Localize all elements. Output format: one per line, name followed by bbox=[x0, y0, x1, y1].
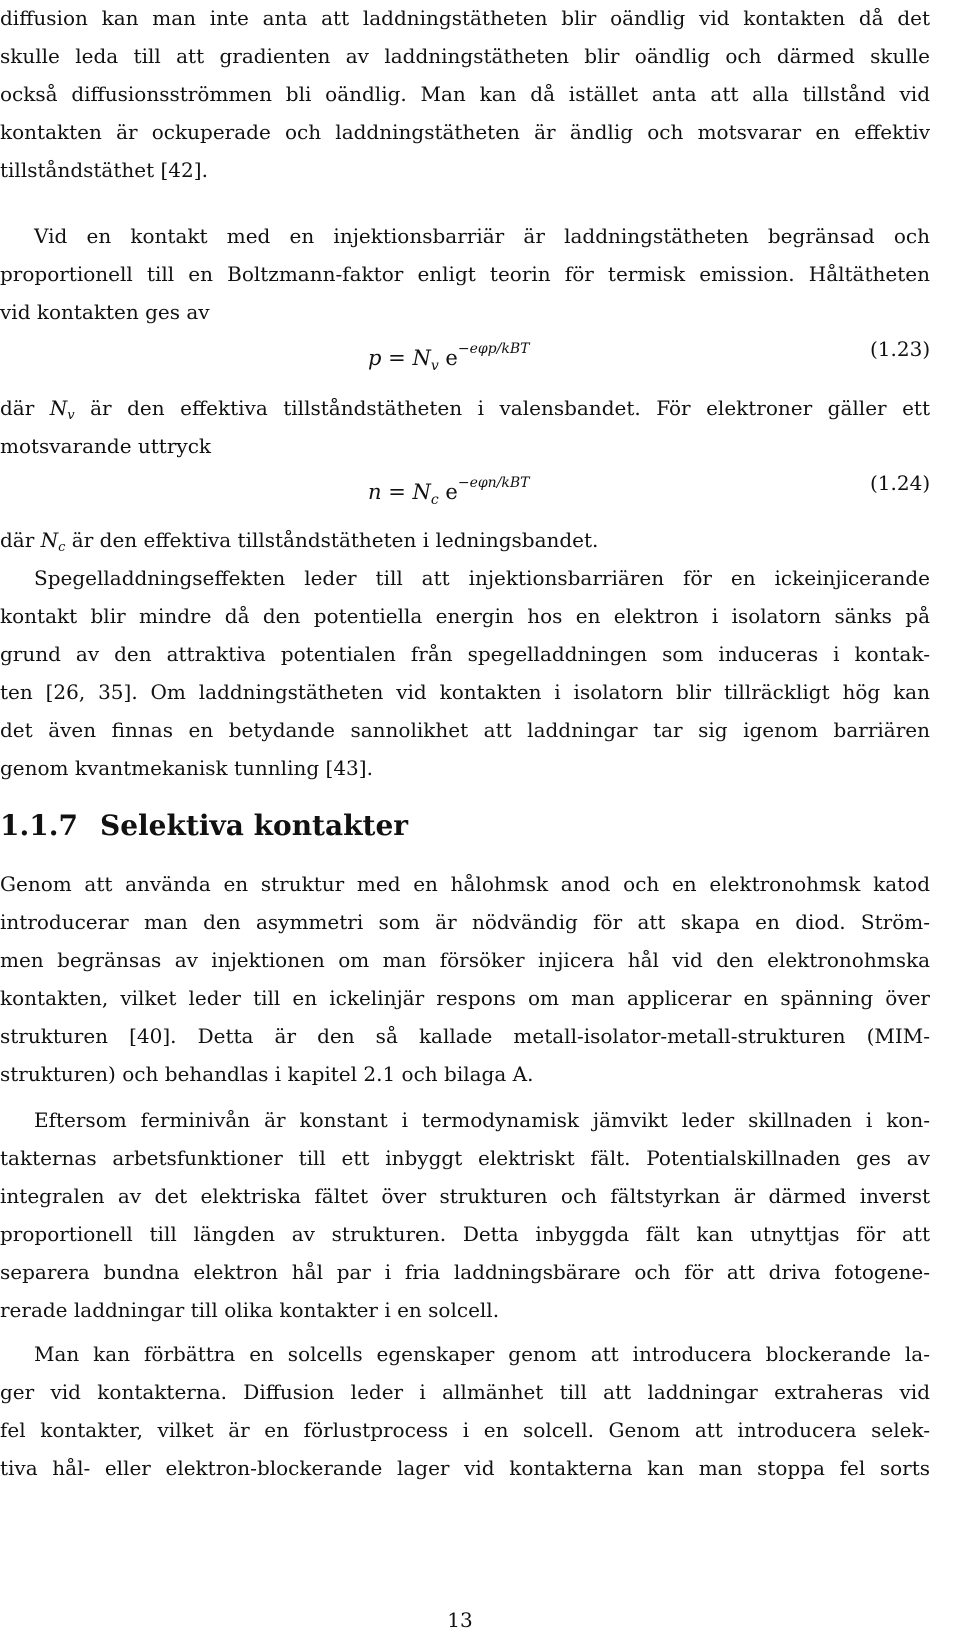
section-title: Selektiva kontakter bbox=[100, 809, 409, 842]
text-line: Eftersom ferminivån är konstant i termodynamisk jämvikt leder skillnaden i kon- bbox=[34, 1108, 930, 1132]
text-fragment: är den effektiva tillståndstätheten i valensbandet. För elektroner gäller ett bbox=[74, 396, 930, 420]
text-line: tiva hål- eller elektron-blockerande lager vid kontakterna kan man stoppa fel sorts bbox=[0, 1456, 930, 1480]
equation-exponent: −eφp/kBT bbox=[457, 341, 530, 357]
equation-density-subscript: c bbox=[430, 492, 439, 508]
text-line: Spegelladdningseffekten leder till att injektionsbarriären för en ickeinjicerande bbox=[34, 566, 930, 590]
text-line: men begränsas av injektionen om man försöker injicera hål vid den elektronohmska bbox=[0, 948, 930, 972]
text-line: genom kvantmekanisk tunnling [43]. bbox=[0, 756, 373, 780]
text-line: också diffusionsströmmen bli oändlig. Man kan då istället anta att alla tillstånd vid bbox=[0, 82, 930, 106]
text-line: strukturen) och behandlas i kapitel 2.1 och bilaga A. bbox=[0, 1062, 534, 1086]
text-line: introducerar man den asymmetri som är nödvändig för att skapa en diod. Ström- bbox=[0, 910, 930, 934]
equation-density-subscript: v bbox=[430, 358, 439, 374]
text-line: motsvarande uttryck bbox=[0, 434, 212, 458]
equation-electron-density bbox=[368, 468, 530, 515]
text-line: integralen av det elektriska fältet över strukturen och fältstyrkan är därmed inverst bbox=[0, 1184, 930, 1208]
text-line: tillståndstäthet [42]. bbox=[0, 158, 208, 182]
text-line: ger vid kontakterna. Diffusion leder i allmänhet till att laddningar extraheras vid bbox=[0, 1380, 930, 1404]
math-symbol bbox=[49, 396, 75, 423]
equation-lhs: p bbox=[368, 346, 382, 370]
equation-equals: = bbox=[388, 346, 406, 370]
equation-exp-base: e bbox=[445, 346, 458, 370]
math-symbol-base: N bbox=[49, 396, 68, 420]
equation-hole-density bbox=[368, 334, 529, 381]
text-line: skulle leda till att gradienten av laddningstätheten blir oändlig och därmed skulle bbox=[0, 44, 930, 68]
page-number: 13 bbox=[447, 1608, 473, 1632]
text-line: Man kan förbättra en solcells egenskaper genom att introducera blockerande la- bbox=[34, 1342, 930, 1366]
text-line bbox=[0, 394, 930, 430]
text-line: Vid en kontakt med en injektionsbarriär är laddningstätheten begränsad och bbox=[34, 224, 930, 248]
math-symbol bbox=[40, 528, 66, 555]
section-heading bbox=[0, 808, 408, 844]
equation-lhs: n bbox=[368, 480, 382, 504]
text-line: vid kontakten ges av bbox=[0, 300, 210, 324]
section-number: 1.1.7 bbox=[0, 809, 78, 842]
equation-density-symbol: N bbox=[412, 480, 431, 504]
text-line: Genom att använda en struktur med en hålohmsk anod och en elektronohmsk katod bbox=[0, 872, 930, 896]
text-fragment: är den effektiva tillståndstätheten i ledningsbandet. bbox=[65, 528, 599, 552]
text-line: kontakt blir mindre då den potentiella energin hos en elektron i isolatorn sänks på bbox=[0, 604, 930, 628]
math-symbol-subscript: c bbox=[58, 540, 66, 555]
equation-number: (1.24) bbox=[870, 471, 931, 495]
text-line: det även finnas en betydande sannolikhet att laddningar tar sig igenom barriären bbox=[0, 718, 930, 742]
math-symbol-subscript: v bbox=[67, 408, 75, 423]
equation-exponent: −eφn/kBT bbox=[457, 475, 530, 491]
text-line: kontakten, vilket leder till en ickelinjär respons om man applicerar en spänning över bbox=[0, 986, 930, 1010]
text-line: strukturen [40]. Detta är den så kallade metall-isolator-metall-strukturen (MIM- bbox=[0, 1024, 930, 1048]
text-line: grund av den attraktiva potentialen från spegelladdningen som induceras i kontak- bbox=[0, 642, 930, 666]
text-line: fel kontakter, vilket är en förlustprocess i en solcell. Genom att introducera selek- bbox=[0, 1418, 930, 1442]
text-fragment: där bbox=[0, 396, 50, 420]
text-line: kontakten är ockuperade och laddningstätheten är ändlig och motsvarar en effektiv bbox=[0, 120, 930, 144]
equation-equals: = bbox=[388, 480, 406, 504]
text-line: rerade laddningar till olika kontakter i en solcell. bbox=[0, 1298, 500, 1322]
equation-exp-base: e bbox=[445, 480, 458, 504]
equation-density-symbol: N bbox=[412, 346, 431, 370]
math-symbol-base: N bbox=[40, 528, 59, 552]
equation-number: (1.23) bbox=[870, 337, 931, 361]
text-line: separera bundna elektron hål par i fria laddningsbärare och för att driva fotogene- bbox=[0, 1260, 930, 1284]
text-line: proportionell till längden av strukturen. Detta inbyggda fält kan utnyttjas för att bbox=[0, 1222, 930, 1246]
text-line: diffusion kan man inte anta att laddningstätheten blir oändlig vid kontakten då det bbox=[0, 6, 930, 30]
text-line bbox=[0, 526, 930, 562]
text-line: proportionell till en Boltzmann-faktor enligt teorin för termisk emission. Håltätheten bbox=[0, 262, 930, 286]
text-line: takternas arbetsfunktioner till ett inbyggt elektriskt fält. Potentialskillnaden ges av bbox=[0, 1146, 930, 1170]
text-line: ten [26, 35]. Om laddningstätheten vid kontakten i isolatorn blir tillräckligt hög kan bbox=[0, 680, 930, 704]
text-fragment: där bbox=[0, 528, 41, 552]
